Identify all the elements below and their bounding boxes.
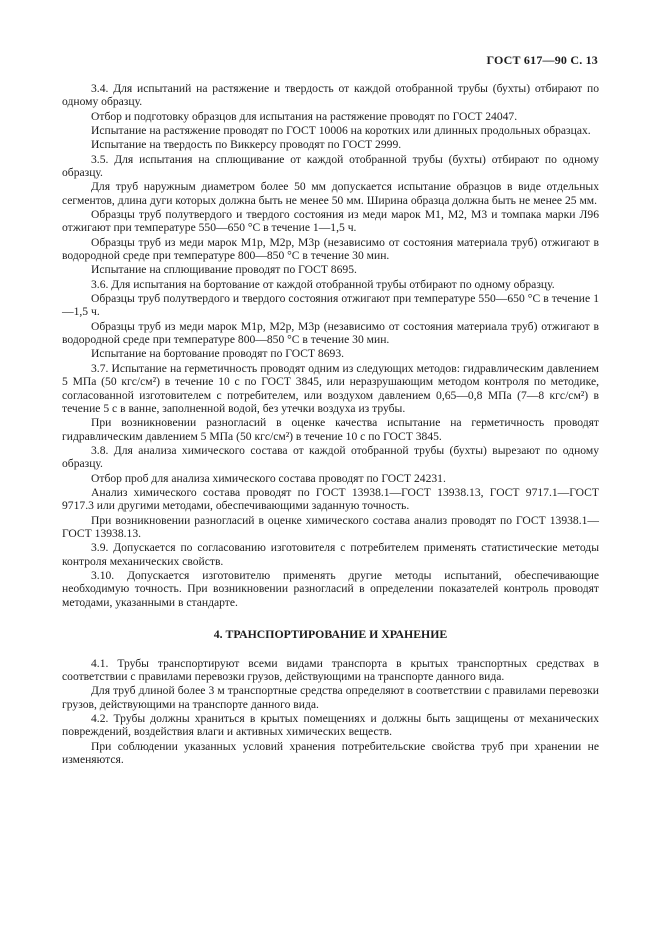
paragraph: Для труб наружным диаметром более 50 мм допускается испытание образцов в виде отдельных сегментов, длина дуги которых должна быть не менее 50 мм. Ширина образца должна быть не менее 25 мм.	[62, 180, 599, 207]
paragraph: 3.4. Для испытаний на растяжение и твердость от каждой отобранной трубы (бухты) отбирают по одному образцу.	[62, 82, 599, 109]
paragraph: При возникновении разногласий в оценке химического состава анализ проводят по ГОСТ 13938.1—ГОСТ 13938.13.	[62, 513, 599, 541]
paragraph: Испытание на твердость по Виккерсу проводят по ГОСТ 2999.	[91, 138, 402, 152]
section-title: 4. ТРАНСПОРТИРОВАНИЕ И ХРАНЕНИЕ	[213, 627, 448, 642]
paragraph: Образцы труб полутвердого и твердого состояния отжигают при температуре 550—650 °С в течение 1—1,5 ч.	[62, 292, 599, 319]
page-header: ГОСТ 617—90 С. 13	[486, 53, 598, 67]
paragraph: 3.6. Для испытания на бортование от каждой отобранной трубы отбирают по одному образцу.	[91, 277, 555, 291]
paragraph: Образцы труб из меди марок М1р, М2р, М3р (независимо от состояния материала труб) отжигают в водородной среде при температуре 800—850 °С в течение 30 мин.	[62, 235, 599, 263]
document-body	[62, 82, 599, 767]
paragraph: 3.8. Для анализа химического состава от каждой отобранной трубы (бухты) вырезают по одному образцу.	[62, 443, 599, 471]
paragraph: 3.7. Испытание на герметичность проводят одним из следующих методов: гидравлическим давлением 5 МПа (50 кгс/см²) в течение 10 с по ГОСТ 3845, или неразрушающим методом контроля по методике, согласованной изготовителем с потребителем, или воздухом давлением 0,65—0,8 МПа (7—8 кгс/см²) в течение 5 с в ванне, заполненной водой, без утечки воздуха из трубы.	[62, 361, 599, 415]
paragraph: 3.5. Для испытания на сплющивание от каждой отобранной трубы (бухты) отбирают по одному образцу.	[62, 152, 599, 179]
paragraph: Для труб длиной более 3 м транспортные средства определяют в соответствии с правилами перевозки грузов, действующими на транспорте данного вида.	[62, 684, 599, 711]
paragraph: 3.9. Допускается по согласованию изготовителя с потребителем применять статистические методы контроля механических свойств.	[62, 541, 599, 568]
paragraph: Испытание на сплющивание проводят по ГОСТ 8695.	[91, 263, 357, 277]
paragraph: Отбор и подготовку образцов для испытания на растяжение проводят по ГОСТ 24047.	[91, 109, 518, 123]
paragraph: При возникновении разногласий в оценке качества испытание на герметичность проводят гидравлическим давлением 5 МПа (50 кгс/см²) в течение 10 с по ГОСТ 3845.	[62, 416, 599, 443]
paragraph: Испытание на бортование проводят по ГОСТ 8693.	[91, 347, 345, 361]
paragraph: 4.1. Трубы транспортируют всеми видами транспорта в крытых транспортных средствах в соответствии с правилами перевозки грузов, действующими на транспорте данного вида.	[62, 656, 599, 684]
paragraph: При соблюдении указанных условий хранения потребительские свойства труб при хранении не изменяются.	[62, 739, 599, 767]
paragraph: Анализ химического состава проводят по ГОСТ 13938.1—ГОСТ 13938.13, ГОСТ 9717.1—ГОСТ 9717.3 или другими методами, обеспечивающими заданную точность.	[62, 485, 599, 513]
paragraph: 3.10. Допускается изготовителю применять другие методы испытаний, обеспечивающие необходимую точность. При возникновении разногласий в определении показателей контроль проводят методами, указанными в стандарте.	[62, 569, 599, 609]
paragraph: Образцы труб полутвердого и твердого состояния из меди марок М1, М2, М3 и томпака марки Л96 отжигают при температуре 550—650 °С в течение 1—1,5 ч.	[62, 208, 599, 235]
paragraph: 4.2. Трубы должны храниться в крытых помещениях и должны быть защищены от механических повреждений, воздействия влаги и активных химических веществ.	[62, 712, 599, 739]
paragraph: Испытание на растяжение проводят по ГОСТ 10006 на коротких или длинных продольных образцах.	[91, 124, 591, 137]
paragraph: Образцы труб из меди марок М1р, М2р, М3р (независимо от состояния материала труб) отжигают в водородной среде при температуре 800—850 °С в течение 30 мин.	[62, 319, 599, 347]
paragraph: Отбор проб для анализа химического состава проводят по ГОСТ 24231.	[91, 471, 446, 485]
